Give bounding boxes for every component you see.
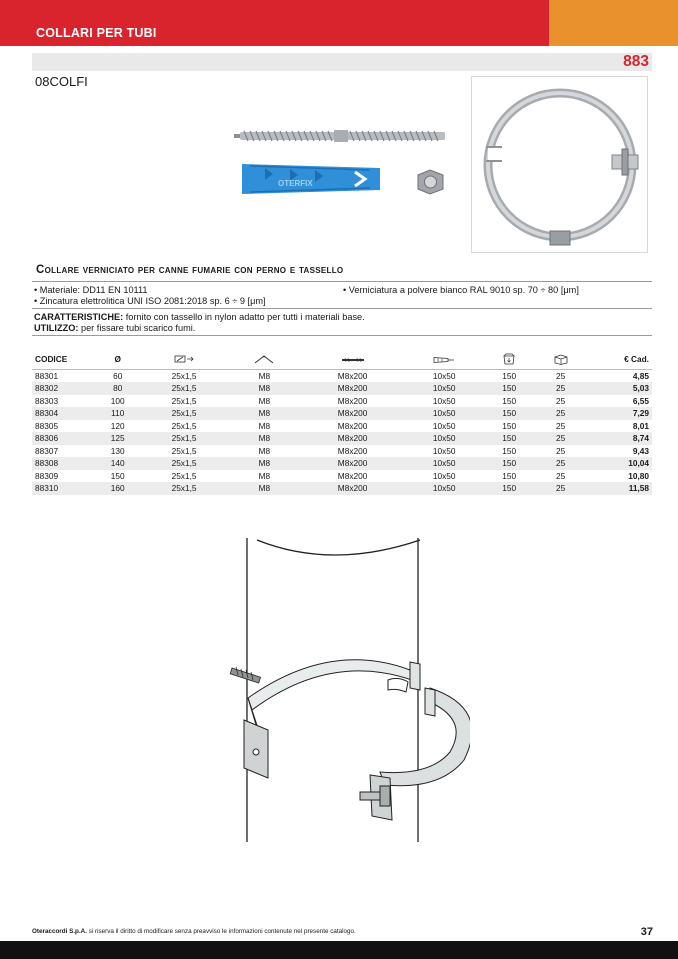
cell-dowel: 10x50 <box>432 370 456 381</box>
cell-thread: M8 <box>227 382 302 395</box>
col-thread-header <box>227 349 302 369</box>
dowel-icon <box>432 356 456 364</box>
table-row <box>32 457 652 470</box>
product-number: 883 <box>623 53 649 70</box>
cell-box: 25 <box>533 432 588 445</box>
cell-code: 88306 <box>32 432 94 445</box>
clamp-photo-box <box>471 76 648 253</box>
header-bar <box>0 0 678 46</box>
spec-zinc-plating: • Zincatura elettrolitica UNI ISO 2081:2018 sp. 6 ÷ 9 [μm] <box>34 296 266 306</box>
table-row <box>32 432 652 445</box>
spec-powder-coating: • Verniciatura a polvere bianco RAL 9010 sp. 70 ÷ 80 [μm] <box>343 285 579 295</box>
product-number-bar <box>32 53 652 71</box>
characteristics-label: CARATTERISTICHE: <box>34 312 124 322</box>
cell-pack: 150 <box>485 482 533 495</box>
cell-band: 25x1,5 <box>141 457 226 470</box>
cell-box: 25 <box>555 470 566 481</box>
cell-box: 25 <box>533 382 588 395</box>
cell-bolt: M8x200 <box>337 395 368 406</box>
page-number: 37 <box>640 926 653 938</box>
cell-price: 9,43 <box>632 445 649 456</box>
col-bolt-header <box>302 349 403 369</box>
band-size-icon <box>174 354 194 364</box>
cell-bolt: M8x200 <box>337 420 368 431</box>
usage-label: UTILIZZO: <box>34 323 79 333</box>
usage-text: per fissare tubi scarico fumi. <box>78 323 196 333</box>
col-price-header: € Cad. <box>588 349 652 369</box>
cell-bolt: M8x200 <box>302 482 403 495</box>
characteristics-line <box>34 312 365 322</box>
table-row <box>32 369 652 382</box>
cell-band: 25x1,5 <box>171 420 197 431</box>
table-header-row <box>32 349 652 369</box>
cell-price: 5,03 <box>588 382 652 395</box>
cell-price: 10,04 <box>588 457 652 470</box>
bolt-icon <box>341 356 365 364</box>
table-row <box>32 470 652 483</box>
cell-thread: M8 <box>258 445 271 456</box>
cell-box: 25 <box>555 445 566 456</box>
cell-bolt: M8x200 <box>337 445 368 456</box>
cell-pack: 150 <box>485 407 533 420</box>
footer-company: Oteraccordi S.p.A. <box>32 928 87 935</box>
section-title: COLLARI PER TUBI <box>36 26 157 40</box>
cell-diameter: 130 <box>110 445 125 456</box>
cell-band: 25x1,5 <box>171 445 197 456</box>
cell-bolt: M8x200 <box>302 382 403 395</box>
cell-price: 8,01 <box>632 420 649 431</box>
cell-diameter: 140 <box>94 457 141 470</box>
title-divider <box>32 281 652 282</box>
usage-line <box>34 323 195 333</box>
cell-box: 25 <box>555 395 566 406</box>
cell-diameter: 80 <box>94 382 141 395</box>
cell-thread: M8 <box>258 370 271 381</box>
cell-code: 88303 <box>35 395 59 406</box>
table-row <box>32 382 652 395</box>
table-row <box>32 445 652 458</box>
cell-dowel: 10x50 <box>403 432 485 445</box>
cell-price: 4,85 <box>632 370 649 381</box>
cell-price: 11,58 <box>588 482 652 495</box>
cell-code: 88302 <box>32 382 94 395</box>
cell-bolt: M8x200 <box>337 470 368 481</box>
cell-dowel: 10x50 <box>403 482 485 495</box>
hex-nut-image <box>418 170 443 194</box>
cell-bolt: M8x200 <box>302 407 403 420</box>
cell-band: 25x1,5 <box>141 482 226 495</box>
cell-box: 25 <box>555 370 566 381</box>
cell-band: 25x1,5 <box>141 382 226 395</box>
cell-dowel: 10x50 <box>432 420 456 431</box>
cell-thread: M8 <box>258 470 271 481</box>
cell-thread: M8 <box>227 482 302 495</box>
table-row <box>32 395 652 408</box>
header-orange-band <box>549 0 678 46</box>
box-icon <box>553 353 569 365</box>
cell-thread: M8 <box>227 457 302 470</box>
col-pack-header <box>485 349 533 369</box>
cell-price: 10,80 <box>628 470 649 481</box>
cell-code: 88308 <box>32 457 94 470</box>
cell-diameter: 125 <box>94 432 141 445</box>
cell-pack: 150 <box>485 432 533 445</box>
cell-band: 25x1,5 <box>171 370 197 381</box>
cell-code: 88304 <box>32 407 94 420</box>
cell-price: 8,74 <box>588 432 652 445</box>
col-box-header <box>533 349 588 369</box>
cell-code: 88305 <box>35 420 59 431</box>
cell-price: 6,55 <box>632 395 649 406</box>
cell-thread: M8 <box>258 395 271 406</box>
nylon-dowel-image <box>242 164 380 194</box>
footer-disclaimer-text: si riserva il diritto di modificare senza preavviso le informazioni contenute nel presente catalogo. <box>86 928 356 935</box>
thread-icon <box>253 354 275 364</box>
cell-dowel: 10x50 <box>403 407 485 420</box>
cell-thread: M8 <box>258 420 271 431</box>
spec-divider <box>32 308 652 309</box>
cell-pack: 150 <box>502 370 517 381</box>
cell-pack: 150 <box>502 395 517 406</box>
cell-pack: 150 <box>485 382 533 395</box>
parts-photo <box>230 120 460 210</box>
stud-drawing <box>230 667 260 683</box>
cell-diameter: 60 <box>113 370 123 381</box>
cell-pack: 150 <box>485 457 533 470</box>
cell-pack: 150 <box>502 470 517 481</box>
cell-box: 25 <box>533 482 588 495</box>
footer-disclaimer <box>32 928 356 935</box>
cell-pack: 150 <box>502 420 517 431</box>
cell-bolt: M8x200 <box>302 432 403 445</box>
characteristics-text: fornito con tassello in nylon adatto per tutti i materiali base. <box>123 312 365 322</box>
cell-diameter: 150 <box>110 470 125 481</box>
cell-code: 88307 <box>35 445 59 456</box>
table-row <box>32 420 652 433</box>
cell-code: 88310 <box>32 482 94 495</box>
cell-code: 88309 <box>35 470 59 481</box>
table-row <box>32 407 652 420</box>
clamp-drawing <box>244 660 470 820</box>
col-dowel-header <box>403 349 485 369</box>
product-code: 08COLFI <box>35 74 88 89</box>
col-code-header: CODICE <box>32 349 94 369</box>
cell-dowel: 10x50 <box>432 445 456 456</box>
cell-thread: M8 <box>227 407 302 420</box>
cell-box: 25 <box>533 407 588 420</box>
cell-diameter: 120 <box>110 420 125 431</box>
cell-box: 25 <box>555 420 566 431</box>
cell-band: 25x1,5 <box>171 470 197 481</box>
pack-icon <box>502 353 516 365</box>
cell-dowel: 10x50 <box>403 457 485 470</box>
cell-price: 7,29 <box>588 407 652 420</box>
cell-code: 88301 <box>35 370 59 381</box>
cell-dowel: 10x50 <box>432 395 456 406</box>
pipe-clamp-image <box>472 77 647 252</box>
cell-band: 25x1,5 <box>141 432 226 445</box>
installation-diagram <box>220 530 470 850</box>
table-row <box>32 482 652 495</box>
cell-band: 25x1,5 <box>171 395 197 406</box>
cell-diameter: 100 <box>110 395 125 406</box>
cell-dowel: 10x50 <box>403 382 485 395</box>
cell-diameter: 160 <box>94 482 141 495</box>
product-title: Collare verniciato per canne fumarie con perno e tassello <box>36 264 344 276</box>
cell-bolt: M8x200 <box>302 457 403 470</box>
cell-box: 25 <box>533 457 588 470</box>
cell-thread: M8 <box>227 432 302 445</box>
details-divider <box>32 335 652 336</box>
spec-material: • Materiale: DD11 EN 10111 <box>34 285 148 295</box>
threaded-stud-image <box>234 130 445 142</box>
col-diameter-header: Ø <box>94 349 141 369</box>
cell-bolt: M8x200 <box>337 370 368 381</box>
footer-bar <box>0 941 678 959</box>
cell-band: 25x1,5 <box>141 407 226 420</box>
cell-diameter: 110 <box>94 407 141 420</box>
cell-pack: 150 <box>502 445 517 456</box>
dowel-brand-text: OTERFIX <box>278 179 313 188</box>
product-table <box>32 349 652 495</box>
cell-dowel: 10x50 <box>432 470 456 481</box>
col-band-header <box>141 349 226 369</box>
